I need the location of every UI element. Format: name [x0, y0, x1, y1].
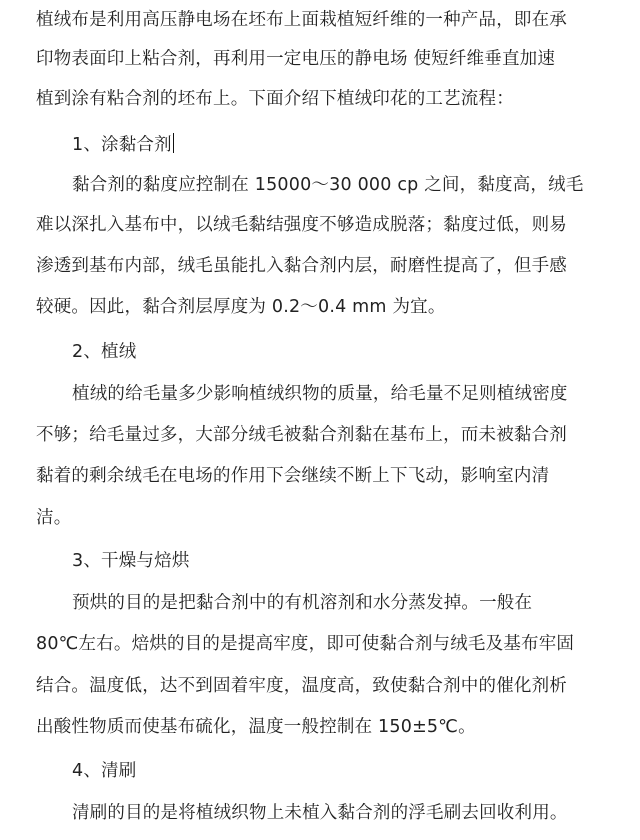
paragraph-line: 洁。 — [36, 508, 72, 528]
section-heading: 2、植绒 — [72, 342, 137, 362]
paragraph-line: 不够；给毛量过多，大部分绒毛被黏合剂黏在基布上，而未被黏合剂 — [36, 425, 567, 445]
paragraph-line: 植绒的给毛量多少影响植绒织物的质量，给毛量不足则植绒密度 — [72, 384, 568, 404]
paragraph-line: 难以深扎入基布中，以绒毛黏结强度不够造成脱落；黏度过低，则易 — [36, 215, 567, 235]
intro-line: 植绒布是利用高压静电场在坯布上面栽植短纤维的一种产品，即在承 — [36, 10, 567, 30]
paragraph-line: 黏着的剩余绒毛在电场的作用下会继续不断上下飞动，影响室内清 — [36, 466, 550, 486]
text-cursor — [173, 133, 174, 153]
section-heading: 4、清刷 — [72, 761, 137, 781]
paragraph-line: 清刷的目的是将植绒织物上未植入黏合剂的浮毛刷去回收利用。 — [72, 803, 568, 823]
paragraph-line: 结合。温度低，达不到固着牢度，温度高，致使黏合剂中的催化剂析 — [36, 676, 567, 696]
paragraph-line: 黏合剂的黏度应控制在 15000～30 000 cp 之间，黏度高，绒毛 — [72, 175, 584, 195]
section-heading — [72, 133, 174, 156]
section-heading-text: 1、涂黏合剂 — [72, 135, 172, 155]
intro-line: 植到涂有粘合剂的坯布上。下面介绍下植绒印花的工艺流程： — [36, 89, 514, 109]
section-heading: 3、干燥与焙烘 — [72, 551, 190, 571]
paragraph-line: 80℃左右。焙烘的目的是提高牢度，即可使黏合剂与绒毛及基布牢固 — [36, 634, 575, 654]
paragraph-line: 较硬。因此，黏合剂层厚度为 0.2～0.4 mm 为宜。 — [36, 297, 446, 317]
intro-line: 印物表面印上粘合剂，再利用一定电压的静电场 使短纤维垂直加速 — [36, 49, 556, 69]
paragraph-line: 出酸性物质而使基布硫化，温度一般控制在 150±5℃。 — [36, 717, 476, 737]
paragraph-line: 预烘的目的是把黏合剂中的有机溶剂和水分蒸发掉。一般在 — [72, 593, 533, 613]
paragraph-line: 渗透到基布内部，绒毛虽能扎入黏合剂内层，耐磨性提高了，但手感 — [36, 256, 567, 276]
